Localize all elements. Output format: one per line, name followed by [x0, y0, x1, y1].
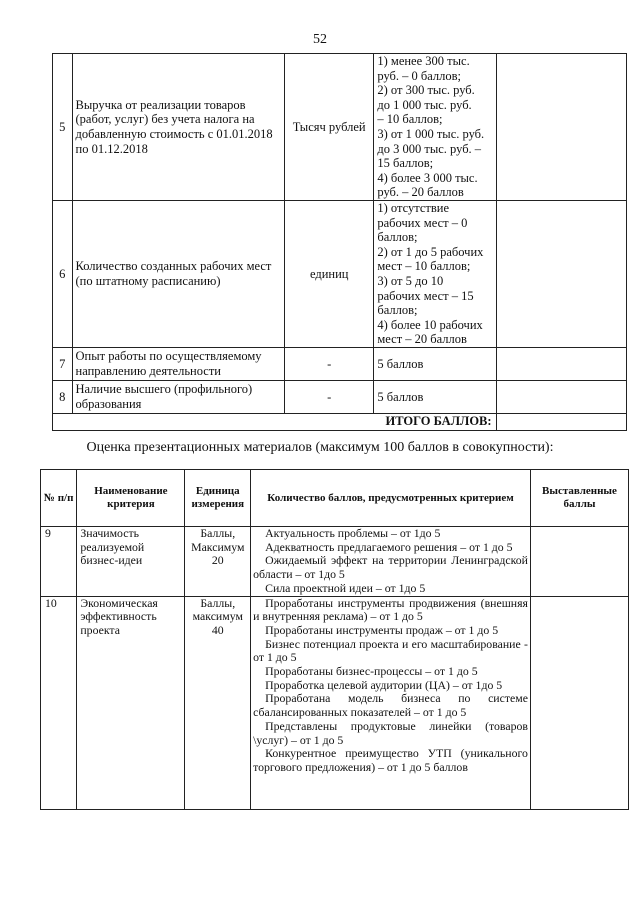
score-line: 4) более 10 рабочих	[377, 317, 483, 332]
row-number: 9	[41, 527, 77, 597]
criteria-item: Бизнес потенциал проекта и его масштабирование - от 1 до 5	[253, 636, 528, 665]
total-row	[53, 413, 627, 430]
score-line: 3) от 1 000 тыс. руб.	[377, 126, 485, 141]
unit-of-measure: -	[285, 347, 374, 380]
table-row	[41, 527, 629, 597]
header-given: Выставленные баллы	[530, 470, 628, 527]
score-cell	[496, 380, 626, 413]
criterion-name: Значимость реализуемой бизнес-идеи	[77, 527, 185, 597]
unit-of-measure: единиц	[285, 200, 374, 347]
unit-of-measure: -	[285, 380, 374, 413]
criterion-name: Количество созданных рабочих мест (по штатному расписанию)	[72, 200, 285, 347]
table-row	[41, 596, 629, 809]
score-line: руб. – 0 баллов;	[377, 68, 462, 83]
table-row	[53, 347, 627, 380]
criteria-item: Адекватность предлагаемого решения – от 1 до 5	[265, 539, 513, 554]
table-row	[53, 380, 627, 413]
criterion-name: Опыт работы по осуществляемому направлению деятельности	[72, 347, 285, 380]
score-line: мест – 20 баллов	[377, 332, 467, 347]
total-spacer	[53, 413, 73, 430]
row-number: 5	[53, 54, 73, 201]
total-label: ИТОГО БАЛЛОВ:	[72, 413, 496, 430]
criteria-item: Конкурентное преимущество УТП (уникального торгового предложения) – от 1 до 5 баллов	[253, 746, 528, 774]
score-scale	[374, 380, 496, 413]
section-heading: Оценка презентационных материалов (максимум 100 баллов в совокупности):	[86, 440, 554, 455]
score-line: 1) отсутствие	[377, 200, 450, 215]
score-cell	[496, 54, 626, 201]
criteria-list	[251, 596, 531, 809]
score-line: до 3 000 тыс. руб. –	[377, 141, 482, 156]
score-line: рабочих мест – 0	[377, 215, 468, 230]
score-line: 3) от 5 до 10	[377, 273, 444, 288]
criteria-item: Представлены продуктовые линейки (товаров \услуг) – от 1 до 5	[253, 718, 528, 747]
row-number: 7	[53, 347, 73, 380]
row-number: 10	[41, 596, 77, 809]
score-line: 5 баллов	[377, 356, 424, 371]
criteria-item: Актуальность проблемы – от 1до 5	[265, 526, 441, 540]
given-score-cell	[530, 596, 628, 809]
criterion-name: Наличие высшего (профильного) образования	[72, 380, 285, 413]
header-row	[41, 470, 629, 527]
score-line: 2) от 300 тыс. руб.	[377, 83, 475, 98]
unit-of-measure: Тысяч рублей	[285, 54, 374, 201]
unit-of-measure: Баллы, максимум 40	[185, 596, 251, 809]
score-line: мест – 10 баллов;	[377, 259, 471, 274]
score-cell	[496, 347, 626, 380]
score-line: – 10 баллов;	[377, 112, 443, 127]
score-scale	[374, 347, 496, 380]
score-line: 2) от 1 до 5 рабочих	[377, 244, 484, 259]
criteria-item: Проработаны инструменты продвижения (внешняя и внутренняя реклама) – от 1 до 5	[253, 595, 528, 624]
criteria-item: Проработаны инструменты продаж – от 1 до 5	[265, 622, 499, 637]
score-line: баллов;	[377, 303, 418, 318]
score-cell	[496, 200, 626, 347]
header-unit: Единица измерения	[185, 470, 251, 527]
criteria-item: Ожидаемый эффект на территории Ленинградской области – от 1до 5	[253, 553, 528, 582]
row-number: 6	[53, 200, 73, 347]
row-number: 8	[53, 380, 73, 413]
given-score-cell	[530, 527, 628, 597]
criteria-table-2	[40, 469, 629, 810]
score-line: до 1 000 тыс. руб.	[377, 97, 472, 112]
table-row	[53, 200, 627, 347]
criteria-item: Проработка целевой аудитории (ЦА) – от 1до 5	[265, 677, 503, 692]
score-scale	[374, 54, 496, 201]
criteria-item: Проработана модель бизнеса по системе сбалансированных показателей – от 1 до 5	[253, 691, 528, 720]
page-number: 52	[313, 32, 327, 47]
header-criteria: Количество баллов, предусмотренных критерием	[251, 470, 531, 527]
score-scale	[374, 200, 496, 347]
table-row	[53, 54, 627, 201]
unit-of-measure: Баллы, Максимум 20	[185, 527, 251, 597]
criterion-name: Выручка от реализации товаров (работ, услуг) без учета налога на добавленную стоимость с 01.01.2018 по 01.12.2018	[72, 54, 285, 201]
criterion-name: Экономическая эффективность проекта	[77, 596, 185, 809]
criteria-item: Сила проектной идеи – от 1до 5	[265, 580, 426, 595]
score-line: 4) более 3 000 тыс.	[377, 170, 478, 185]
header-num: № п/п	[41, 470, 77, 527]
score-line: рабочих мест – 15	[377, 288, 474, 303]
header-name: Наименование критерия	[77, 470, 185, 527]
criteria-item: Проработаны бизнес-процессы – от 1 до 5	[265, 664, 478, 679]
criteria-list	[251, 527, 531, 597]
score-line: баллов;	[377, 230, 418, 245]
total-value-cell	[496, 413, 626, 430]
criteria-table-1	[52, 53, 627, 431]
score-line: 15 баллов;	[377, 156, 434, 171]
score-line: руб. – 20 баллов	[377, 185, 464, 200]
score-line: 5 баллов	[377, 389, 424, 404]
score-line: 1) менее 300 тыс.	[377, 54, 470, 68]
